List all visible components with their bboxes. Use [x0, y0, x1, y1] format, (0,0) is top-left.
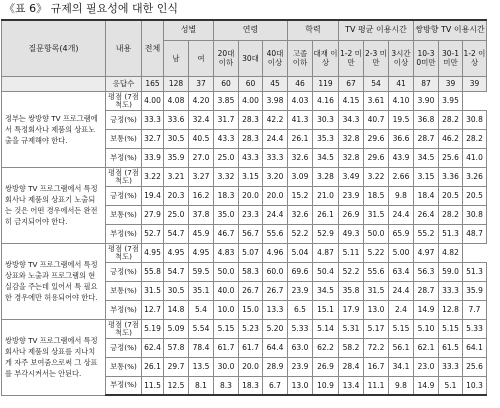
- value-cell: 26.7: [239, 281, 263, 300]
- question-column-header: 질문항목(4개): [2, 20, 106, 76]
- value-cell: 23.9: [288, 357, 313, 376]
- value-cell: 25.6: [439, 148, 463, 167]
- subgroup-tv-2-3-header: 2-3 미만: [364, 40, 389, 76]
- value-cell: 5.04: [288, 243, 313, 262]
- value-cell: 51.3: [439, 224, 463, 243]
- value-cell: 18.3: [239, 376, 263, 395]
- value-cell: 28.2: [439, 205, 463, 224]
- row-label: 보통(%): [106, 281, 142, 300]
- value-cell: 48.7: [463, 224, 487, 243]
- value-cell: 3.27: [189, 167, 214, 186]
- subgroup-highschool-header: 고졸 이하: [288, 40, 313, 76]
- value-cell: 31.7: [214, 110, 239, 129]
- value-cell: 59.0: [439, 262, 463, 281]
- value-cell: 24.4: [263, 129, 288, 148]
- value-cell: 17.9: [339, 300, 364, 319]
- value-cell: 61.5: [439, 338, 463, 357]
- value-cell: 3.32: [214, 167, 239, 186]
- value-cell: 55.6: [263, 224, 288, 243]
- value-cell: 5.22: [364, 243, 389, 262]
- value-cell: 11.1: [364, 376, 389, 395]
- value-cell: 3.26: [463, 167, 487, 186]
- value-cell: 19.4: [142, 186, 164, 205]
- value-cell: 13.0: [288, 376, 313, 395]
- value-cell: 43.3: [239, 148, 263, 167]
- respondents-count-cell: 87: [414, 76, 439, 91]
- value-cell: 32.8: [339, 129, 364, 148]
- value-cell: 9.8: [389, 186, 414, 205]
- value-cell: 8.3: [214, 376, 239, 395]
- value-cell: 65.9: [389, 224, 414, 243]
- value-cell: 35.0: [214, 205, 239, 224]
- value-cell: 33.3: [142, 110, 164, 129]
- table-caption: 《표 6》 규제의 필요성에 대한 인식: [4, 2, 178, 15]
- value-cell: 4.95: [142, 243, 164, 262]
- value-cell: 50.0: [214, 262, 239, 281]
- value-cell: 28.4: [339, 357, 364, 376]
- value-cell: 52.2: [339, 262, 364, 281]
- value-cell: 28.9: [263, 357, 288, 376]
- value-cell: 30.3: [313, 110, 339, 129]
- respondents-count-cell: 60: [214, 76, 239, 91]
- respondents-count-cell: 165: [142, 76, 164, 91]
- value-cell: 13.3: [263, 300, 288, 319]
- value-cell: 55.8: [142, 262, 164, 281]
- value-cell: 31.5: [142, 281, 164, 300]
- value-cell: 30.5: [164, 281, 189, 300]
- value-cell: 25.6: [463, 357, 487, 376]
- value-cell: 32.4: [189, 110, 214, 129]
- value-cell: 55.6: [364, 262, 389, 281]
- value-cell: 4.15: [339, 91, 364, 110]
- value-cell: 62.1: [414, 338, 439, 357]
- value-cell: 20.0: [239, 357, 263, 376]
- respondents-count-cell: 128: [164, 76, 189, 91]
- value-cell: 34.1: [389, 357, 414, 376]
- value-cell: 11.5: [142, 376, 164, 395]
- value-cell: 23.0: [414, 357, 439, 376]
- value-cell: 10.3: [463, 376, 487, 395]
- value-cell: 3.22: [142, 167, 164, 186]
- respondents-row: [2, 76, 487, 91]
- value-cell: 34.5: [313, 148, 339, 167]
- value-cell: 18.5: [364, 186, 389, 205]
- value-cell: 4.95: [164, 243, 189, 262]
- respondents-count-cell: 60: [239, 76, 263, 91]
- value-cell: 64.1: [463, 338, 487, 357]
- value-cell: 5.33: [288, 319, 313, 338]
- value-cell: 5.07: [239, 243, 263, 262]
- subgroup-female-header: 여: [189, 40, 214, 76]
- value-cell: 6.5: [288, 300, 313, 319]
- row-label: 보통(%): [106, 357, 142, 376]
- value-cell: 3.98: [263, 91, 288, 110]
- value-cell: 42.2: [263, 110, 288, 129]
- value-cell: 29.7: [164, 357, 189, 376]
- value-cell: 12.5: [164, 376, 189, 395]
- value-cell: 5.15: [214, 319, 239, 338]
- row-label: 긍정(%): [106, 338, 142, 357]
- value-cell: 43.3: [214, 129, 239, 148]
- value-cell: 16.2: [189, 186, 214, 205]
- value-cell: 29.6: [364, 148, 389, 167]
- subgroup-male-header: 남: [164, 40, 189, 76]
- value-cell: 5.15: [389, 319, 414, 338]
- subgroup-tv-3plus-header: 3시간 이상: [389, 40, 414, 76]
- question-text: 쌍방향 TV 프로그램에서 특정회사나 제품의 상표를 지나치게 자주 보여줌으로써 그 상표를 부각시켜서는 안된다.: [2, 319, 106, 395]
- respondents-count-cell: 119: [313, 76, 339, 91]
- value-cell: 55.2: [414, 224, 439, 243]
- value-cell: 46.7: [214, 224, 239, 243]
- question-text: 정부는 쌍방향 TV 프로그램에서 특정회사나 제품의 상표노출을 규제해야 한다.: [2, 91, 106, 167]
- value-cell: 58.2: [339, 338, 364, 357]
- respondents-count-cell: 45: [263, 76, 288, 91]
- value-cell: 13.4: [339, 376, 364, 395]
- value-cell: 33.3: [439, 281, 463, 300]
- value-cell: 24.4: [263, 205, 288, 224]
- table-body: [2, 76, 487, 395]
- row-label: 보통(%): [106, 129, 142, 148]
- value-cell: 34.5: [414, 148, 439, 167]
- value-cell: 78.4: [189, 338, 214, 357]
- value-cell: 5.11: [339, 243, 364, 262]
- value-cell: 20.0: [263, 186, 288, 205]
- value-cell: 5.1: [439, 376, 463, 395]
- value-cell: 32.6: [288, 205, 313, 224]
- value-cell: 40.7: [364, 110, 389, 129]
- value-cell: 4.97: [414, 243, 439, 262]
- survey-table: [1, 19, 487, 396]
- subgroup-college-header: 대재 이상: [313, 40, 339, 76]
- value-cell: 28.7: [414, 129, 439, 148]
- value-cell: 3.61: [364, 91, 389, 110]
- value-cell: 36.6: [389, 129, 414, 148]
- value-cell: 5.20: [263, 319, 288, 338]
- value-cell: 51.3: [463, 262, 487, 281]
- value-cell: 24.4: [389, 281, 414, 300]
- value-cell: 35.1: [189, 281, 214, 300]
- subgroup-age-40s-header: 40대 이상: [263, 40, 288, 76]
- value-cell: 4.82: [439, 243, 463, 262]
- value-cell: 9.8: [389, 376, 414, 395]
- value-cell: 32.8: [339, 148, 364, 167]
- content-column-header: 내용: [106, 20, 142, 76]
- value-cell: 58.3: [239, 262, 263, 281]
- table-row: [2, 167, 487, 186]
- value-cell: 60.0: [263, 262, 288, 281]
- value-cell: 30.8: [463, 205, 487, 224]
- value-cell: 57.8: [164, 338, 189, 357]
- value-cell: 35.9: [164, 148, 189, 167]
- value-cell: 20.5: [463, 186, 487, 205]
- value-cell: 14.9: [414, 376, 439, 395]
- value-cell: 20.0: [239, 186, 263, 205]
- value-cell: 28.2: [439, 110, 463, 129]
- value-cell: 52.9: [313, 224, 339, 243]
- value-cell: 32.7: [142, 129, 164, 148]
- question-text: 쌍방향 TV 프로그램에서 특정상표와 노출과 프로그램의 현실감을 주는데 있어서 특 필요한 경우에만 허용되어야 한다.: [2, 243, 106, 319]
- value-cell: 27.0: [189, 148, 214, 167]
- value-cell: 50.0: [364, 224, 389, 243]
- value-cell: 3.09: [288, 167, 313, 186]
- value-cell: 49.3: [339, 224, 364, 243]
- value-cell: 33.3: [439, 357, 463, 376]
- value-cell: 4.10: [389, 91, 414, 110]
- value-cell: 35.9: [463, 281, 487, 300]
- value-cell: 5.31: [339, 319, 364, 338]
- respondents-count-cell: 54: [364, 76, 389, 91]
- value-cell: 10.9: [313, 376, 339, 395]
- value-cell: 61.7: [214, 338, 239, 357]
- value-cell: 18.3: [214, 186, 239, 205]
- value-cell: 3.95: [439, 91, 463, 110]
- value-cell: 45.9: [189, 224, 214, 243]
- value-cell: 63.4: [389, 262, 414, 281]
- value-cell: 25.0: [164, 205, 189, 224]
- row-label: 평점 (7점척도): [106, 167, 142, 186]
- value-cell: 4.95: [189, 243, 214, 262]
- value-cell: 12.8: [439, 300, 463, 319]
- value-cell: 33.6: [164, 110, 189, 129]
- value-cell: 43.9: [389, 148, 414, 167]
- value-cell: 41.3: [288, 110, 313, 129]
- value-cell: 23.3: [239, 205, 263, 224]
- value-cell: 56.3: [414, 262, 439, 281]
- value-cell: 6.7: [263, 376, 288, 395]
- value-cell: 13.0: [364, 300, 389, 319]
- value-cell: 26.9: [313, 357, 339, 376]
- value-cell: 5.4: [189, 300, 214, 319]
- value-cell: 31.5: [364, 281, 389, 300]
- total-column-header: 전체: [142, 20, 164, 76]
- value-cell: 4.00: [142, 91, 164, 110]
- value-cell: 5.23: [239, 319, 263, 338]
- value-cell: 40.5: [189, 129, 214, 148]
- interactive-tv-usage-group-header: 쌍방향 TV 이용시간: [414, 20, 487, 40]
- value-cell: 26.9: [339, 205, 364, 224]
- subgroup-itv-1-2-header: 1-2 이상: [463, 40, 487, 76]
- value-cell: 46.2: [439, 129, 463, 148]
- value-cell: 3.21: [164, 167, 189, 186]
- respondents-spacer-cell: [2, 76, 106, 91]
- value-cell: 3.36: [439, 167, 463, 186]
- respondents-count-cell: 37: [189, 76, 214, 91]
- value-cell: 3.85: [214, 91, 239, 110]
- value-cell: 5.19: [142, 319, 164, 338]
- row-label: 평점 (7점척도): [106, 91, 142, 110]
- value-cell: 5.15: [439, 319, 463, 338]
- value-cell: 26.4: [414, 205, 439, 224]
- value-cell: 12.7: [142, 300, 164, 319]
- value-cell: 35.8: [339, 281, 364, 300]
- value-cell: 64.4: [263, 338, 288, 357]
- value-cell: 15.0: [239, 300, 263, 319]
- value-cell: 5.54: [189, 319, 214, 338]
- value-cell: 26.1: [288, 129, 313, 148]
- value-cell: 7.7: [463, 300, 487, 319]
- value-cell: 72.2: [364, 338, 389, 357]
- respondents-count-cell: 46: [288, 76, 313, 91]
- row-label: 평점 (7점척도): [106, 319, 142, 338]
- value-cell: 4.20: [189, 91, 214, 110]
- subgroup-age-20s-header: 20대 이하: [214, 40, 239, 76]
- value-cell: 54.7: [164, 262, 189, 281]
- value-cell: 24.4: [389, 205, 414, 224]
- value-cell: 5.00: [389, 243, 414, 262]
- value-cell: 31.5: [364, 205, 389, 224]
- row-label: 긍정(%): [106, 110, 142, 129]
- value-cell: 3.15: [414, 167, 439, 186]
- age-group-header: 연령: [214, 20, 288, 40]
- value-cell: 52.2: [288, 224, 313, 243]
- value-cell: 15.1: [313, 300, 339, 319]
- table-row: [2, 91, 487, 110]
- value-cell: 3.28: [313, 167, 339, 186]
- value-cell: 4.08: [164, 91, 189, 110]
- value-cell: 4.96: [263, 243, 288, 262]
- value-cell: 19.5: [389, 110, 414, 129]
- value-cell: 62.4: [142, 338, 164, 357]
- value-cell: 2.66: [389, 167, 414, 186]
- row-label: 부정(%): [106, 224, 142, 243]
- question-text: 쌍방향 TV 프로그램에서 특정회사나 제품의 상표기 노출되는 것은 어떤 경우에서든 완전히 금지되어야 한다.: [2, 167, 106, 243]
- value-cell: 69.6: [288, 262, 313, 281]
- value-cell: 3.15: [239, 167, 263, 186]
- respondents-label: 응답수: [106, 76, 142, 91]
- tv-usage-group-header: TV 평균 이용시간: [339, 20, 414, 40]
- value-cell: 28.3: [239, 129, 263, 148]
- value-cell: 56.7: [239, 224, 263, 243]
- value-cell: 16.7: [364, 357, 389, 376]
- value-cell: 28.7: [414, 281, 439, 300]
- value-cell: 50.4: [313, 262, 339, 281]
- value-cell: 4.16: [313, 91, 339, 110]
- table-row: [2, 243, 487, 262]
- row-label: 평점 (7점척도): [106, 243, 142, 262]
- table-row: [2, 319, 487, 338]
- row-label: 긍정(%): [106, 186, 142, 205]
- education-group-header: 학력: [288, 20, 339, 40]
- value-cell: 23.9: [339, 186, 364, 205]
- value-cell: 26.1: [313, 205, 339, 224]
- value-cell: 56.1: [389, 338, 414, 357]
- row-label: 부정(%): [106, 148, 142, 167]
- value-cell: 10.0: [214, 300, 239, 319]
- value-cell: 32.6: [288, 148, 313, 167]
- value-cell: 52.7: [142, 224, 164, 243]
- subgroup-itv-30-1-header: 30-1 미만: [439, 40, 463, 76]
- value-cell: 28.3: [239, 110, 263, 129]
- value-cell: 54.7: [164, 224, 189, 243]
- value-cell: 34.5: [313, 281, 339, 300]
- value-cell: 5.17: [364, 319, 389, 338]
- value-cell: 40.0: [214, 281, 239, 300]
- row-label: 부정(%): [106, 300, 142, 319]
- value-cell: 27.9: [142, 205, 164, 224]
- value-cell: 5.14: [313, 319, 339, 338]
- value-cell: 4.03: [288, 91, 313, 110]
- value-cell: 4.83: [214, 243, 239, 262]
- value-cell: 2.4: [389, 300, 414, 319]
- value-cell: 41.0: [463, 148, 487, 167]
- value-cell: 20.3: [164, 186, 189, 205]
- value-cell: 34.3: [339, 110, 364, 129]
- value-cell: 23.9: [288, 281, 313, 300]
- value-cell: 5.33: [463, 319, 487, 338]
- value-cell: 36.8: [414, 110, 439, 129]
- subgroup-age-30s-header: 30대: [239, 40, 263, 76]
- value-cell: 3.49: [339, 167, 364, 186]
- respondents-count-cell: 39: [439, 76, 463, 91]
- value-cell: 5.10: [414, 319, 439, 338]
- value-cell: 30.0: [214, 357, 239, 376]
- value-cell: 59.5: [189, 262, 214, 281]
- subgroup-tv-1-2-header: 1-2 미만: [339, 40, 364, 76]
- value-cell: 26.7: [263, 281, 288, 300]
- value-cell: 30.5: [164, 129, 189, 148]
- value-cell: 3.90: [414, 91, 439, 110]
- value-cell: 18.4: [414, 186, 439, 205]
- value-cell: 20.5: [439, 186, 463, 205]
- value-cell: 14.8: [164, 300, 189, 319]
- value-cell: 33.9: [142, 148, 164, 167]
- value-cell: 3.22: [364, 167, 389, 186]
- value-cell: 15.2: [288, 186, 313, 205]
- subgroup-itv-10-30-header: 10-3 0미만: [414, 40, 439, 76]
- value-cell: 4.87: [313, 243, 339, 262]
- value-cell: 25.0: [214, 148, 239, 167]
- value-cell: 26.1: [142, 357, 164, 376]
- gender-group-header: 성별: [164, 20, 214, 40]
- value-cell: 33.3: [263, 148, 288, 167]
- value-cell: 14.9: [414, 300, 439, 319]
- respondents-count-cell: 39: [463, 76, 487, 91]
- value-cell: 3.20: [263, 167, 288, 186]
- row-label: 긍정(%): [106, 262, 142, 281]
- value-cell: 4.00: [239, 91, 263, 110]
- value-cell: 13.5: [189, 357, 214, 376]
- value-cell: 28.2: [463, 129, 487, 148]
- value-cell: 62.2: [313, 338, 339, 357]
- row-label: 부정(%): [106, 376, 142, 395]
- value-cell: 61.7: [239, 338, 263, 357]
- value-cell: 35.3: [313, 129, 339, 148]
- respondents-count-cell: 67: [339, 76, 364, 91]
- value-cell: 37.8: [189, 205, 214, 224]
- value-cell: 5.09: [164, 319, 189, 338]
- value-cell: 21.0: [313, 186, 339, 205]
- value-cell: 63.0: [288, 338, 313, 357]
- row-label: 보통(%): [106, 205, 142, 224]
- value-cell: 8.1: [189, 376, 214, 395]
- respondents-count-cell: 41: [389, 76, 414, 91]
- value-cell: 29.6: [364, 129, 389, 148]
- value-cell: 30.8: [463, 110, 487, 129]
